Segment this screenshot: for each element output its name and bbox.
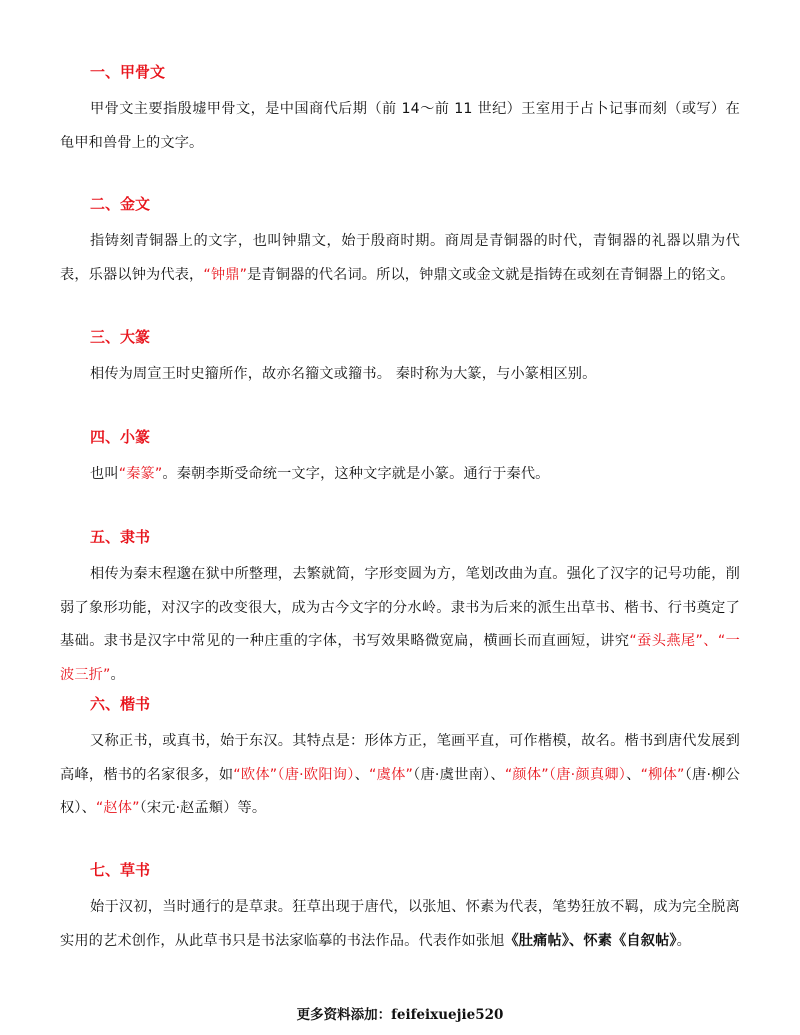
highlighted-term: “蚕头燕尾” [629, 633, 704, 649]
paragraph-text: 。 [676, 932, 692, 949]
highlighted-term: “秦篆” [118, 466, 163, 482]
section-paragraph [60, 558, 740, 692]
bold-term: 《肚痛帖》、怀素《自叙帖》 [504, 932, 677, 949]
section-paragraph [60, 358, 740, 392]
paragraph-text: 相传为周宣王时史籀所作，故亦名籀文或籀书。 秦时称为大篆，与小篆相区别。 [90, 366, 597, 382]
highlighted-term: “欧体”（唐·欧阳询） [233, 766, 355, 783]
paragraph-text: 相传为秦末程邈在狱中所整理，去繁就简，字形变圆为方，笔划改曲为直。强化了汉字的记号功能，削弱了象形功能，对汉字的改变很大，成为古今文字的分水岭。隶书为后来的派生出草书、楷书、行书奠定了基础。隶书是汉字中常见的一种庄重的字体，书写效果略微宽扁，横画长而直画短，讲究 [60, 566, 740, 649]
section-heading: 七、草书 [90, 861, 151, 879]
paragraph-text: 是青铜器的代名词。所以，钟鼎文或金文就是指铸在或刻在青铜器上的铭文。 [247, 266, 735, 283]
footer-contact: 更多资料添加：feifeixuejie520 [296, 1007, 504, 1023]
paragraph-text: 。秦朝李斯受命统一文字，这种文字就是小篆。通行于秦代。 [162, 466, 550, 482]
section-small-seal-script [60, 427, 740, 492]
highlighted-term: “钟鼎” [203, 266, 248, 283]
section-bronze-script [60, 194, 740, 292]
section-regular-script [60, 694, 740, 826]
section-heading: 六、楷书 [90, 695, 151, 713]
paragraph-text: 又称正书，或真书，始于东汉。其特点是：形体方正，笔画平直，可作楷模，故名。楷书到唐代发展到高峰，楷书的名家很多，如 [60, 733, 740, 783]
paragraph-text: 、 [354, 766, 370, 783]
highlighted-term: “赵体” [95, 800, 140, 816]
section-paragraph [60, 458, 740, 492]
highlighted-term: “颜体”（唐·颜真卿） [504, 766, 627, 783]
section-heading: 三、大篆 [90, 328, 151, 346]
section-heading: 二、金文 [90, 195, 151, 213]
section-oracle-bone-script [60, 62, 740, 160]
paragraph-text: 始于汉初，当时通行的是草隶。狂草出现于唐代，以张旭、怀素为代表，笔势狂放不羁，成为完全脱离实用的艺术创作，从此草书只是书法家临摹的书法作品。代表作如张旭 [60, 899, 740, 949]
paragraph-text: 也叫 [90, 466, 119, 482]
section-paragraph [60, 891, 740, 958]
highlighted-term: “一波三折” [60, 633, 741, 683]
section-paragraph [60, 93, 740, 160]
paragraph-text: 指铸刻青铜器上的文字，也叫钟鼎文，始于殷商时期。商周是青铜器的时代，青铜器的礼器以鼎为代表，乐器以钟为代表， [60, 233, 740, 283]
paragraph-text: 。 [110, 666, 125, 683]
section-large-seal-script [60, 327, 740, 392]
highlighted-term: “柳体” [640, 766, 685, 783]
highlighted-term: “虞体” [369, 766, 414, 783]
section-heading: 四、小篆 [90, 428, 151, 446]
paragraph-text: （唐·虞世南）、 [413, 766, 505, 783]
section-paragraph [60, 225, 740, 292]
section-heading: 五、隶书 [90, 528, 151, 546]
paragraph-text: （宋元·赵孟頫）等。 [139, 800, 267, 816]
section-heading: 一、甲骨文 [90, 63, 166, 81]
paragraph-text: 、 [626, 766, 641, 783]
section-cursive-script [60, 860, 740, 958]
section-paragraph [60, 725, 740, 826]
highlighted-term: 、 [703, 633, 718, 649]
paragraph-text: 甲骨文主要指殷墟甲骨文，是中国商代后期（前 14～前 11 世纪）王室用于占卜记事而刻（或写）在龟甲和兽骨上的文字。 [60, 101, 740, 151]
paragraph-text: （唐·柳公权）、 [60, 766, 740, 816]
section-clerical-script [60, 527, 740, 692]
